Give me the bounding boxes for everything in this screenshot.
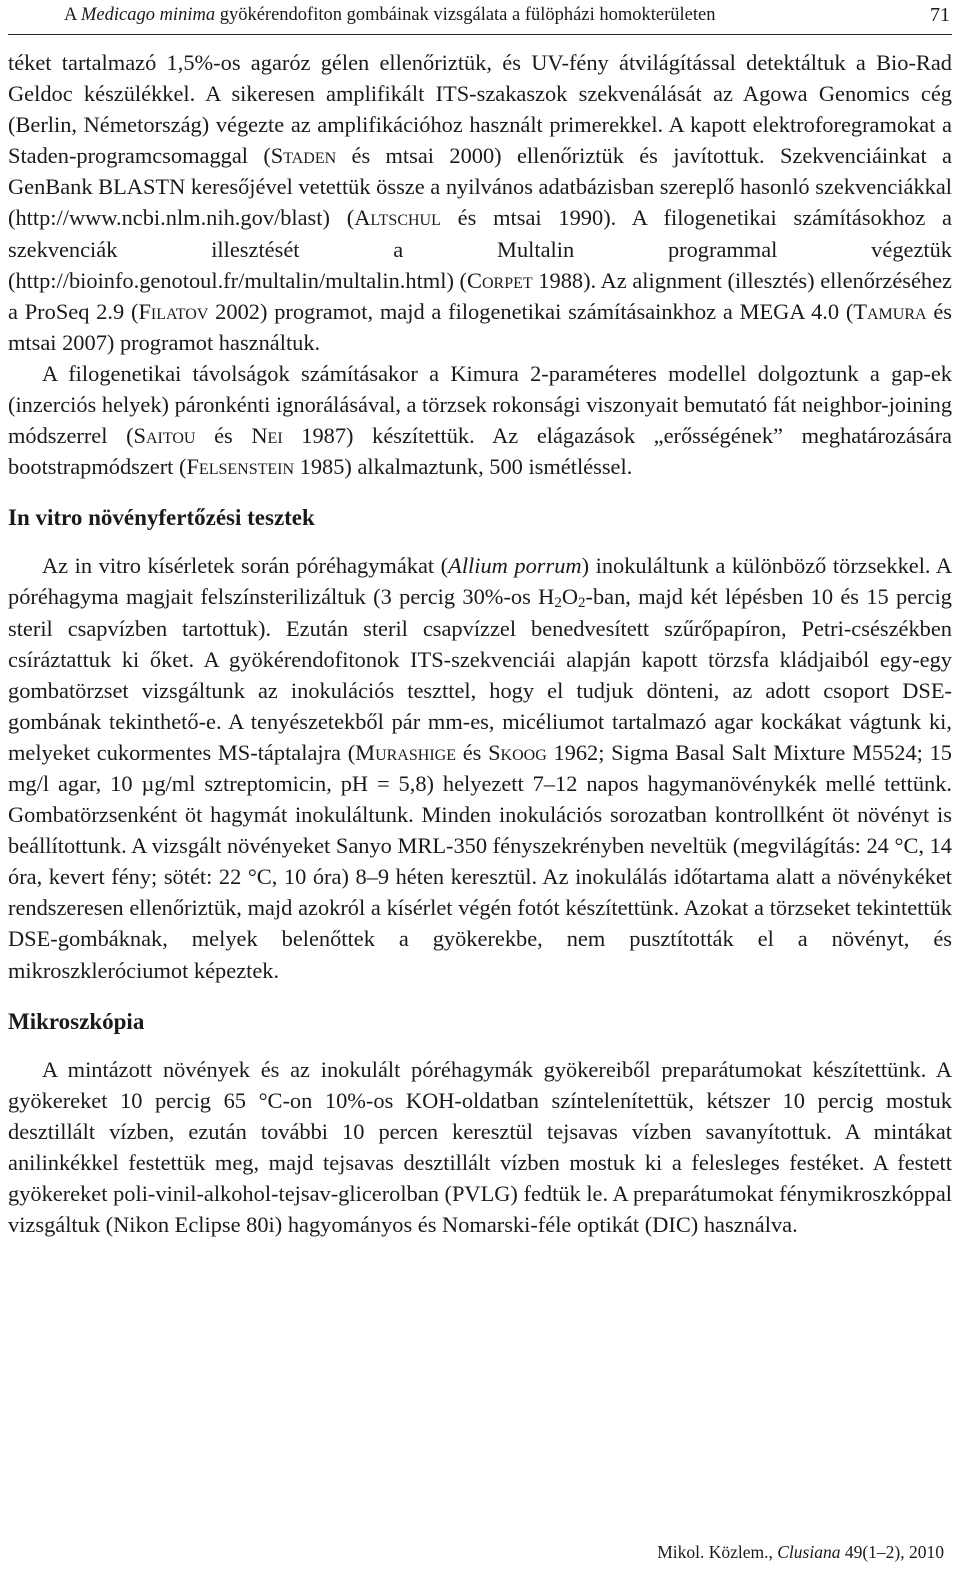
journal-footer: Mikol. Közlem., Clusiana 49(1–2), 2010 [657, 1542, 944, 1562]
paragraph-phylogenetics: A filogenetikai távolságok számításakor a Kimura 2-paraméteres modellel dolgoztunk a gap-ek (inzerciós helyek) páronkénti ignorálásával, a törzsek rokonsági viszonyait bemutató fát neighbor-joining módszerrel (Saitou és Nei 1987) készítettük. Az elágazások „erősségének” meghatározására bootstrapmódszert (Felsenstein 1985) alkalmaztunk, 500 ismétléssel. [8, 360, 953, 480]
running-header-title: A Medicago minima gyökérendofiton gombáinak vizsgálata a fülöpházi homokterületen [64, 5, 716, 25]
paragraph-in-vitro: Az in vitro kísérletek során póréhagymákat (Allium porrum) inokuláltunk a különböző törzsekkel. A póréhagyma magjait felszínsterilizáltuk (3 percig 30%-os $H_2O_2$-ban, majd két lépésben 10 és 15 percig steril csapvízben tartottuk). Ezután steril csapvízzel benedvesített szűrőpapíron, Petri-csészékben csíráztattuk ki őket. A gyökérendofitonok ITS-szekvenciái alapján kapott törzsfa kládjaiból egy-egy gombatörzset vizsgáltunk az inokulációs teszttel, hogy el tudjuk dönteni, az adott csoport DSE-gombának tekinthető-e. A tenyészetekből pár mm-es, micéliumot tartalmazó agar kockákat vágtunk ki, melyeket cukormentes MS-táptalajra (Murashige és Skoog 1962; Sigma Basal Salt Mixture M5524; 15 mg/l agar, 10 µg/ml sztreptomicin, pH = 5,8) helyezett 7–12 napos hagymanövénykék mellé tettünk. Gombatörzsenként öt hagymát inokuláltunk. Minden inokulációs sorozatban kontrollként öt növényt is beállítottunk. A vizsgált növényeket Sanyo MRL-350 fényszekrényben neveltük (megvilágítás: 24 °C, 14 óra, kevert fény; sötét: 22 °C, 10 óra) 8–9 héten keresztül. Az inokulálás időtartama alatt a növénykéket rendszeresen ellenőriztük, majd azokról a kísérlet végén fotót készítettünk. Azokat a törzseket tekintettük DSE-gombáknak, melyek belenőttek a gyökerekbe, nem pusztították el a növényt, és mikroszkleróciumot képeztek. [8, 553, 952, 983]
section-heading-in-vitro: In vitro növényfertőzési tesztek [8, 505, 315, 531]
page-number: 71 [930, 4, 950, 26]
paragraph-methods-sequencing: téket tartalmazó 1,5%-os agaróz gélen ellenőriztük, és UV-fény átvilágítással detektáltuk a Bio-Rad Geldoc készülékkel. A sikeresen amplifikált ITS-szakaszok szekvenálását az Agowa Genomics cég (Berlin, Németország) végezte az amplifikációhoz használt primerekkel. A kapott elektroforegramokat a Staden-programcsomaggal (Staden és mtsai 2000) ellenőriztük és javítottuk. Szekvenciáinkat a GenBank BLASTN keresőjével vetettük össze a nyilvános adatbázisban szereplő hasonló szekvenciákkal (http://www.ncbi.nlm.nih.gov/blast) (Altschul és mtsai 1990). A filogenetikai számításokhoz a szekvenciák illesztését a Multalin programmal végeztük (http://bioinfo.genotoul.fr/multalin/multalin.html) (Corpet 1988). Az alignment (illesztés) ellenőrzéséhez a ProSeq 2.9 (Filatov 2002) programot, majd a filogenetikai számításainkhoz a MEGA 4.0 (Tamura és mtsai 2007) programot használtuk. [8, 50, 953, 355]
running-header [8, 0, 952, 35]
body-text [8, 47, 952, 1240]
species-name: Medicago minima [80, 5, 216, 25]
section-heading-microscopy: Mikroszkópia [8, 1008, 145, 1034]
paragraph-microscopy: A mintázott növények és az inokulált póréhagymák gyökereiből preparátumokat készítettünk. A gyökereket 10 percig 65 °C-on 10%-os KOH-oldatban színtelenítettük, kétszer 10 percig mostuk desztillált vízben, ezután további 10 percen keresztül tejsavas vízben savanyítottuk. A mintákat anilinkékkel festettük meg, majd tejsavas desztillált vízben mostuk ki a felesleges festéket. A festett gyökereket poli-vinil-alkohol-tejsav-glicerolban (PVLG) fedtük le. A preparátumokat fénymikroszkóppal vizsgáltuk (Nikon Eclipse 80i) hagyományos és Nomarski-féle optikát (DIC) használva. [8, 1056, 952, 1238]
